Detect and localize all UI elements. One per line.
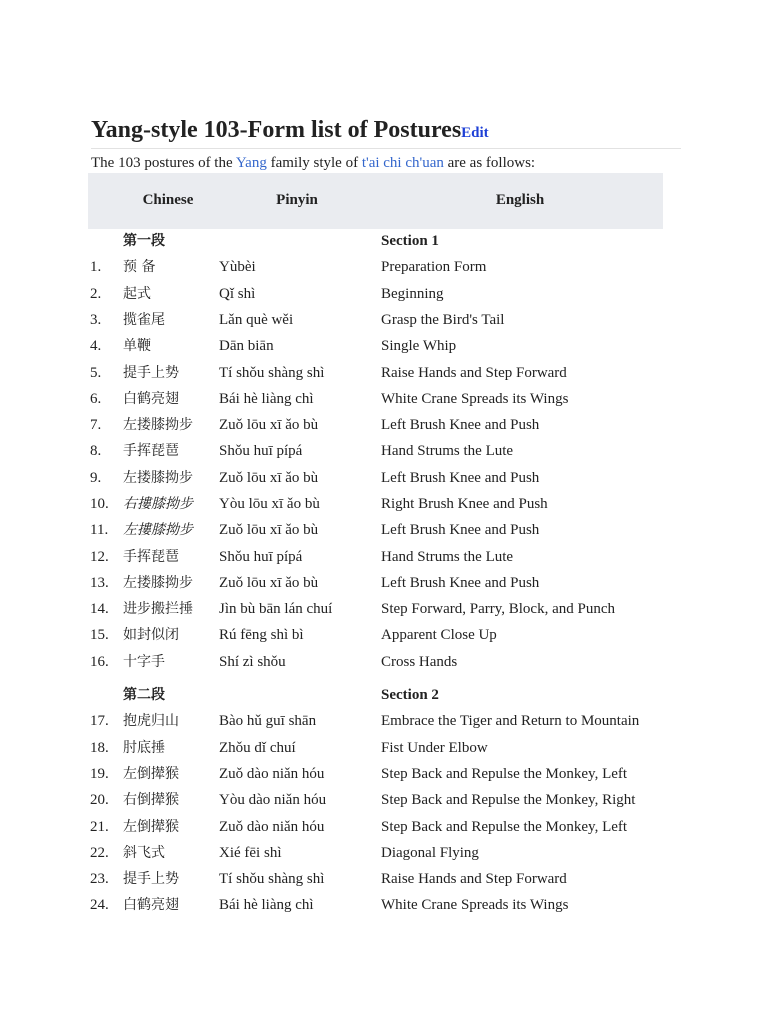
section-row <box>0 230 768 252</box>
column-header-english: English <box>495 192 545 208</box>
chinese-cell: 第一段 <box>123 233 165 249</box>
table-row <box>0 763 768 785</box>
english-cell: Hand Strums the Lute <box>381 549 514 565</box>
table-row <box>0 624 768 646</box>
pinyin-cell: Qǐ shì <box>219 286 256 302</box>
table-row <box>0 598 768 620</box>
row-number: 23. <box>90 871 109 887</box>
pinyin-cell: Xié fēi shì <box>219 845 282 861</box>
table-row <box>0 256 768 278</box>
chinese-cell: 左搂膝拗步 <box>123 417 193 433</box>
english-cell: Left Brush Knee and Push <box>381 522 540 538</box>
taichi-link[interactable]: t'ai chi ch'uan <box>361 155 444 171</box>
table-row <box>0 651 768 673</box>
english-cell: Diagonal Flying <box>381 845 479 861</box>
pinyin-cell: Bào hǔ guī shān <box>219 713 317 729</box>
english-cell: Step Back and Repulse the Monkey, Right <box>381 792 636 808</box>
english-cell: Raise Hands and Step Forward <box>381 871 567 887</box>
table-row <box>0 414 768 436</box>
english-cell: Cross Hands <box>381 654 458 670</box>
pinyin-cell: Shǒu huī pípá <box>219 443 303 459</box>
chinese-cell: 手挥琵琶 <box>123 443 179 459</box>
chinese-cell: 右倒撵猴 <box>123 792 179 808</box>
edit-link[interactable]: Edit <box>461 125 489 141</box>
english-cell: Single Whip <box>381 338 457 354</box>
row-number: 3. <box>90 312 102 328</box>
row-number: 14. <box>90 601 109 617</box>
pinyin-cell: Zuǒ lōu xī ǎo bù <box>219 470 319 486</box>
row-number: 20. <box>90 792 109 808</box>
english-cell: White Crane Spreads its Wings <box>381 897 569 913</box>
pinyin-cell: Rú fēng shì bì <box>219 627 304 643</box>
pinyin-cell: Bái hè liàng chì <box>219 897 314 913</box>
chinese-cell: 抱虎归山 <box>123 713 179 729</box>
chinese-cell: 十字手 <box>123 654 165 670</box>
row-number: 22. <box>90 845 109 861</box>
chinese-cell: 斜飞式 <box>123 845 165 861</box>
intro-text-prefix: The 103 postures of the <box>91 155 236 171</box>
row-number: 6. <box>90 391 102 407</box>
intro-paragraph <box>91 155 535 172</box>
row-number: 17. <box>90 713 109 729</box>
row-number: 5. <box>90 365 102 381</box>
chinese-cell: 揽雀尾 <box>123 312 165 328</box>
pinyin-cell: Yòu lōu xī ǎo bù <box>219 496 320 512</box>
table-row <box>0 467 768 489</box>
pinyin-cell: Dān biān <box>219 338 274 354</box>
intro-text-suffix: are as follows: <box>443 155 536 171</box>
table-header <box>88 173 663 229</box>
english-cell: Section 1 <box>381 233 439 249</box>
table-row <box>0 868 768 890</box>
intro-text-middle: family style of <box>266 155 362 171</box>
english-cell: Preparation Form <box>381 259 487 275</box>
english-cell: Raise Hands and Step Forward <box>381 365 567 381</box>
table-row <box>0 789 768 811</box>
section-row <box>0 684 768 706</box>
row-number: 21. <box>90 819 109 835</box>
table-row <box>0 335 768 357</box>
chinese-cell: 左摟膝拗步 <box>123 522 193 538</box>
row-number: 10. <box>90 496 109 512</box>
table-row <box>0 388 768 410</box>
column-header-pinyin: Pinyin <box>276 192 318 208</box>
english-cell: Hand Strums the Lute <box>381 443 514 459</box>
table-row <box>0 710 768 732</box>
chinese-cell: 单鞭 <box>123 338 151 354</box>
chinese-cell: 右摟膝拗步 <box>123 496 193 512</box>
row-number: 12. <box>90 549 109 565</box>
chinese-cell: 提手上势 <box>123 871 179 887</box>
english-cell: Left Brush Knee and Push <box>381 417 540 433</box>
pinyin-cell: Tí shǒu shàng shì <box>219 365 325 381</box>
chinese-cell: 预 备 <box>123 259 156 275</box>
row-number: 24. <box>90 897 109 913</box>
chinese-cell: 白鹤亮翅 <box>123 391 179 407</box>
chinese-cell: 提手上势 <box>123 365 179 381</box>
table-row <box>0 362 768 384</box>
pinyin-cell: Zuǒ dào niǎn hóu <box>219 766 325 782</box>
english-cell: Grasp the Bird's Tail <box>381 312 505 328</box>
row-number: 4. <box>90 338 102 354</box>
pinyin-cell: Bái hè liàng chì <box>219 391 314 407</box>
pinyin-cell: Shǒu huī pípá <box>219 549 303 565</box>
pinyin-cell: Zhǒu dǐ chuí <box>219 740 296 756</box>
yang-link[interactable]: Yang <box>235 155 267 171</box>
row-number: 13. <box>90 575 109 591</box>
pinyin-cell: Jìn bù bān lán chuí <box>219 601 333 617</box>
row-number: 1. <box>90 259 102 275</box>
table-row <box>0 519 768 541</box>
english-cell: Step Back and Repulse the Monkey, Left <box>381 766 628 782</box>
english-cell: Embrace the Tiger and Return to Mountain <box>381 713 640 729</box>
row-number: 11. <box>90 522 109 538</box>
english-cell: White Crane Spreads its Wings <box>381 391 569 407</box>
row-number: 8. <box>90 443 102 459</box>
english-cell: Fist Under Elbow <box>381 740 488 756</box>
pinyin-cell: Tí shǒu shàng shì <box>219 871 325 887</box>
table-row <box>0 816 768 838</box>
english-cell: Left Brush Knee and Push <box>381 470 540 486</box>
pinyin-cell: Zuǒ lōu xī ǎo bù <box>219 575 319 591</box>
table-row <box>0 546 768 568</box>
chinese-cell: 左搂膝拗步 <box>123 575 193 591</box>
table-row <box>0 842 768 864</box>
chinese-cell: 左搂膝拗步 <box>123 470 193 486</box>
chinese-cell: 起式 <box>123 286 151 302</box>
column-header-chinese: Chinese <box>142 192 194 208</box>
pinyin-cell: Yòu dào niǎn hóu <box>219 792 327 808</box>
table-row <box>0 440 768 462</box>
chinese-cell: 左倒撵猴 <box>123 766 179 782</box>
pinyin-cell: Lǎn què wěi <box>219 312 294 328</box>
english-cell: Left Brush Knee and Push <box>381 575 540 591</box>
table-row <box>0 493 768 515</box>
chinese-cell: 第二段 <box>123 687 165 703</box>
english-cell: Apparent Close Up <box>381 627 497 643</box>
chinese-cell: 进步搬拦捶 <box>123 601 193 617</box>
english-cell: Right Brush Knee and Push <box>381 496 548 512</box>
chinese-cell: 白鹤亮翅 <box>123 897 179 913</box>
row-number: 9. <box>90 470 102 486</box>
table-row <box>0 283 768 305</box>
chinese-cell: 如封似闭 <box>123 627 179 643</box>
row-number: 7. <box>90 417 102 433</box>
pinyin-cell: Zuǒ lōu xī ǎo bù <box>219 522 319 538</box>
english-cell: Step Forward, Parry, Block, and Punch <box>381 601 615 617</box>
page-title: Yang-style 103-Form list of Postures <box>91 117 462 143</box>
row-number: 18. <box>90 740 109 756</box>
table-row <box>0 894 768 916</box>
row-number: 2. <box>90 286 102 302</box>
english-cell: Section 2 <box>381 687 439 703</box>
chinese-cell: 手挥琵琶 <box>123 549 179 565</box>
row-number: 15. <box>90 627 109 643</box>
table-row <box>0 572 768 594</box>
pinyin-cell: Zuǒ lōu xī ǎo bù <box>219 417 319 433</box>
pinyin-cell: Yùbèi <box>219 259 256 275</box>
row-number: 19. <box>90 766 109 782</box>
section-heading <box>91 117 681 149</box>
pinyin-cell: Zuǒ dào niǎn hóu <box>219 819 325 835</box>
chinese-cell: 左倒撵猴 <box>123 819 179 835</box>
table-row <box>0 737 768 759</box>
chinese-cell: 肘底捶 <box>123 740 165 756</box>
table-row <box>0 309 768 331</box>
row-number: 16. <box>90 654 109 670</box>
pinyin-cell: Shí zì shǒu <box>219 654 286 670</box>
english-cell: Step Back and Repulse the Monkey, Left <box>381 819 628 835</box>
english-cell: Beginning <box>381 286 444 302</box>
